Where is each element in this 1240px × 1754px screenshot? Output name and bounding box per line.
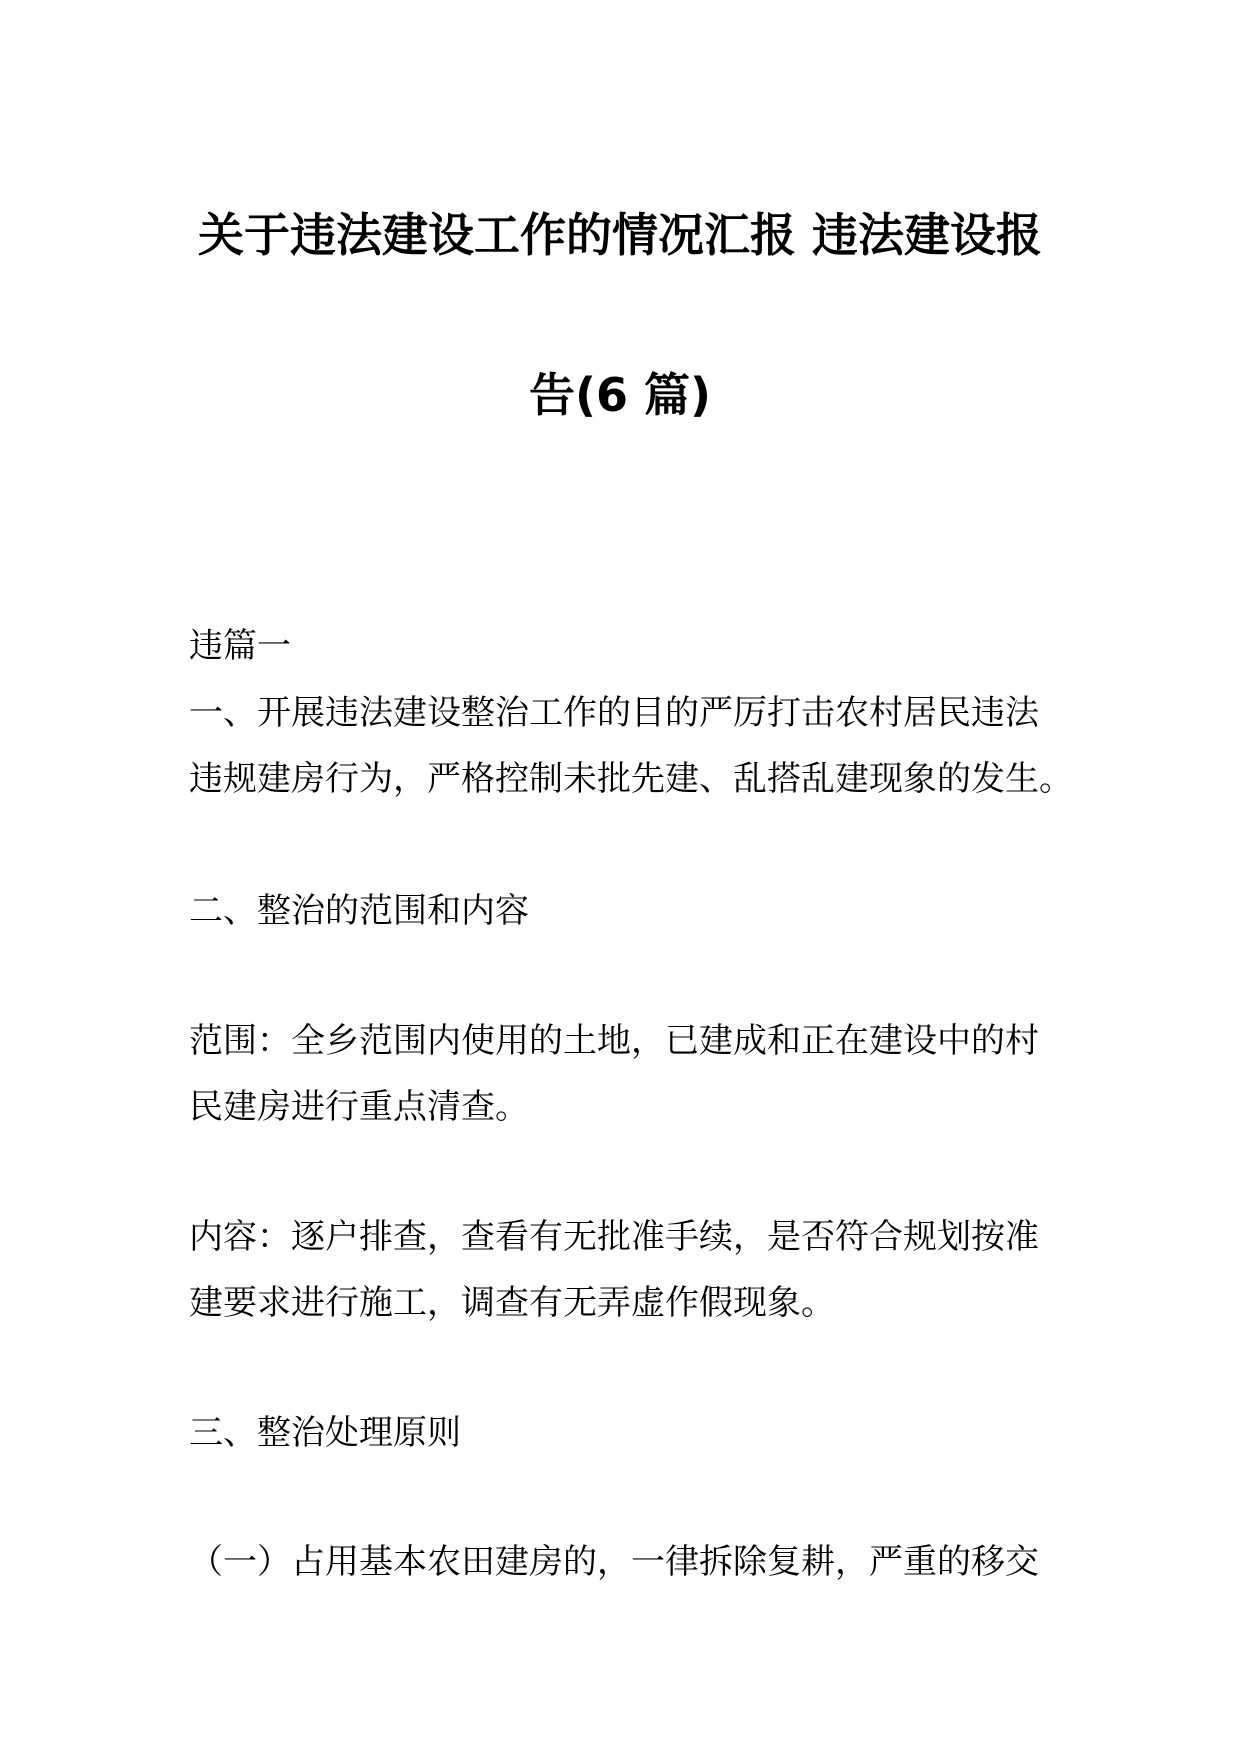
paragraph-1-line-2: 违规建房行为，严格控制未批先建、乱搭乱建现象的发生。 [189,759,1073,799]
paragraph-3-line-1: 内容：逐户排查，查看有无批准手续，是否符合规划按准 [189,1217,1039,1257]
heading-3: 三、整治处理原则 [189,1413,461,1453]
paragraph-2-line-2: 民建房进行重点清查。 [189,1087,529,1127]
document-title-line-2: 告(6 篇) [528,368,712,422]
section-label: 违篇一 [189,626,291,666]
paragraph-1-line-1: 一、开展违法建设整治工作的目的严厉打击农村居民违法 [189,693,1039,733]
paragraph-2-line-1: 范围：全乡范围内使用的土地，已建成和正在建设中的村 [189,1021,1039,1061]
document-title-line-1: 关于违法建设工作的情况汇报 违法建设报 [197,208,1042,262]
paragraph-3-line-2: 建要求进行施工，调查有无弄虚作假现象。 [189,1283,835,1323]
heading-2: 二、整治的范围和内容 [189,891,529,931]
paragraph-4-line-1: （一）占用基本农田建房的，一律拆除复耕，严重的移交 [189,1542,1039,1582]
